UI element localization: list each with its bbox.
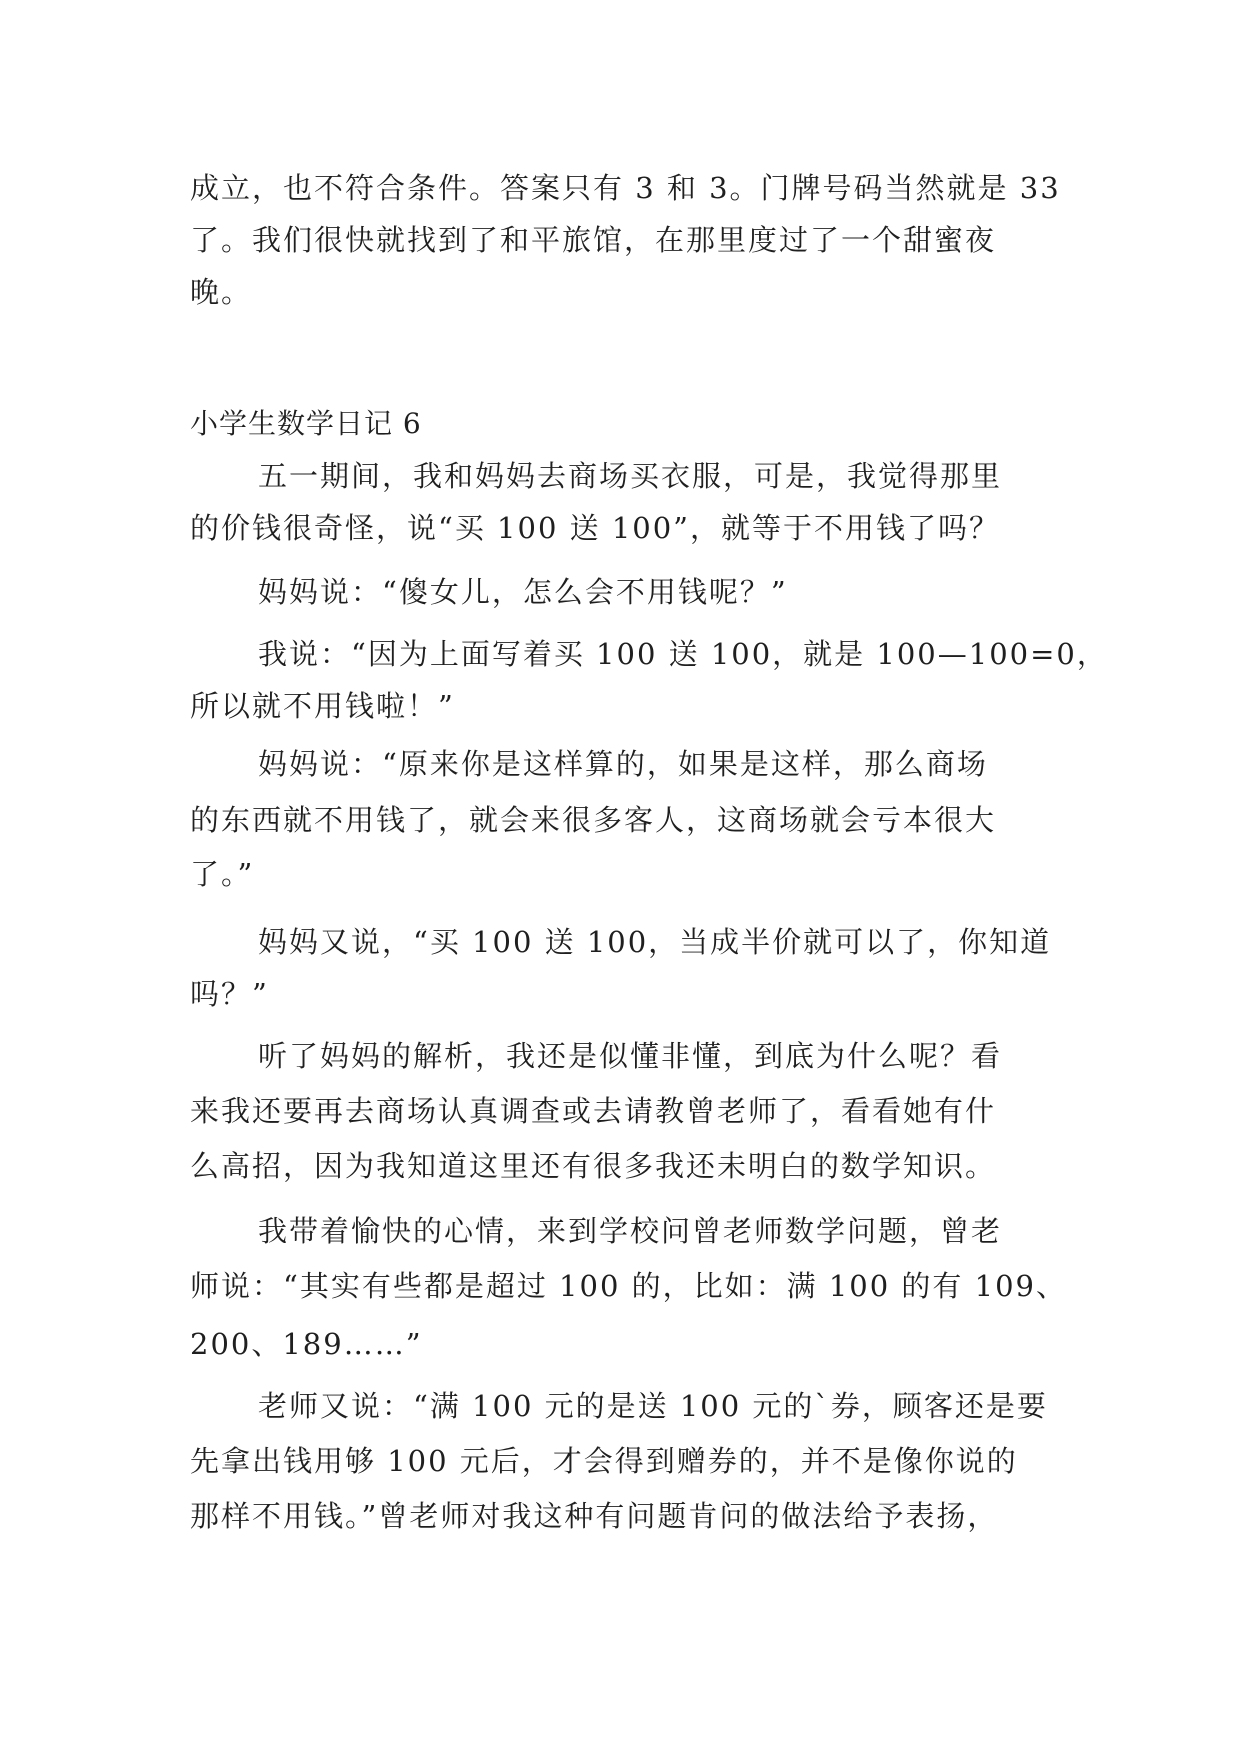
paragraph-line: 师说：“其实有些都是超过 100 的，比如：满 100 的有 109、 xyxy=(190,1269,1067,1303)
paragraph-line: 吗？” xyxy=(190,977,269,1011)
paragraph-line: 五一期间，我和妈妈去商场买衣服，可是，我觉得那里 xyxy=(258,459,1003,493)
text-line: 晚。 xyxy=(190,275,253,309)
paragraph-line: 我带着愉快的心情，来到学校问曾老师数学问题，曾老 xyxy=(258,1214,1003,1248)
paragraph-line: 听了妈妈的解析，我还是似懂非懂，到底为什么呢？看 xyxy=(258,1039,1003,1073)
paragraph-line: 老师又说：“满 100 元的是送 100 元的`券，顾客还是要 xyxy=(258,1389,1048,1423)
paragraph-line: 妈妈说：“原来你是这样算的，如果是这样，那么商场 xyxy=(258,747,988,781)
paragraph-line: 先拿出钱用够 100 元后，才会得到赠券的，并不是像你说的 xyxy=(190,1444,1018,1478)
paragraph-line: 么高招，因为我知道这里还有很多我还未明白的数学知识。 xyxy=(190,1149,997,1183)
section-title: 小学生数学日记 6 xyxy=(190,407,422,440)
paragraph-line: 我说：“因为上面写着买 100 送 100，就是 100—100=0， xyxy=(258,637,1108,671)
paragraph-line: 妈妈说：“傻女儿，怎么会不用钱呢？” xyxy=(258,575,788,609)
paragraph-line: 的东西就不用钱了，就会来很多客人，这商场就会亏本很大 xyxy=(190,803,997,837)
text-line: 了。我们很快就找到了和平旅馆，在那里度过了一个甜蜜夜 xyxy=(190,223,997,257)
paragraph-line: 来我还要再去商场认真调查或去请教曾老师了，看看她有什 xyxy=(190,1094,997,1128)
paragraph-line: 妈妈又说，“买 100 送 100，当成半价就可以了，你知道 xyxy=(258,925,1052,959)
paragraph-line: 所以就不用钱啦！” xyxy=(190,689,455,723)
paragraph-line: 了。” xyxy=(190,857,255,891)
paragraph-line: 的价钱很奇怪，说“买 100 送 100”，就等于不用钱了吗？ xyxy=(190,511,1001,545)
text-line: 成立，也不符合条件。答案只有 3 和 3。门牌号码当然就是 33 xyxy=(190,171,1061,205)
paragraph-line: 那样不用钱。”曾老师对我这种有问题肯问的做法给予表扬， xyxy=(190,1499,999,1533)
paragraph-line: 200、189……” xyxy=(190,1327,423,1361)
